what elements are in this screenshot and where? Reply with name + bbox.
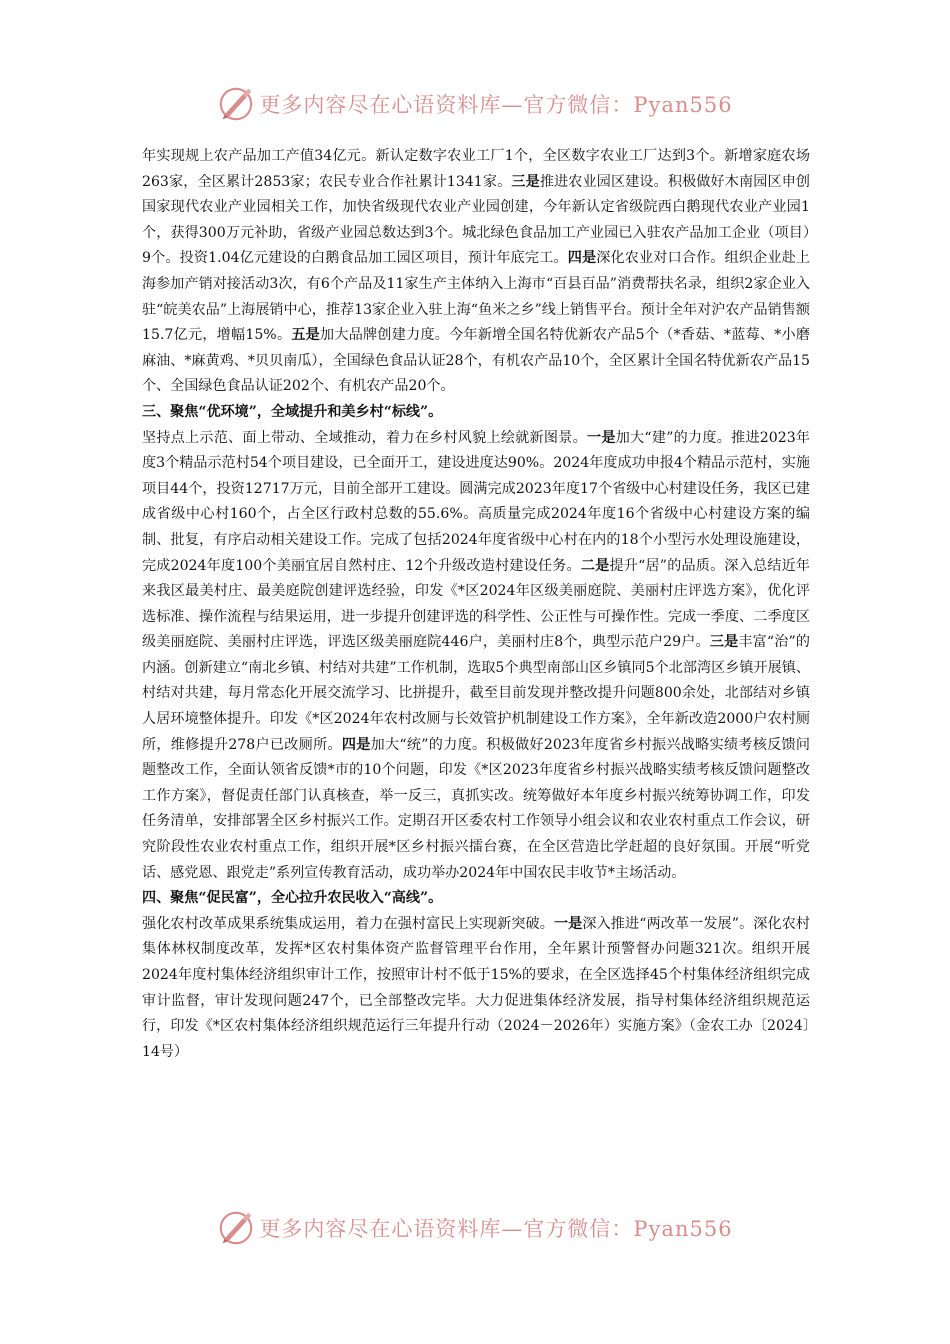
footer-watermark: [0, 1206, 950, 1250]
section-heading-environment: 三、聚焦“优环境”，全域提升和美乡村“标线”。: [142, 403, 443, 420]
paragraph-agri-processing: 年实现规上农产品加工产值34亿元。新认定数字农业工厂1个，全区数字农业工厂达到3个。新增家庭农场263家，全区累计2853家；农民专业合作社累计1341家。三是推进农业园区建设。积极做好木南园区申创国家现代农业产业园相关工作，加快省级现代农业产业园创建，今年新认定省级院西白鹅现代农业产业园1个，获得300万元补助，省级产业园总数达到3个。城北绿色食品加工产业园已入驻农产品加工企业（项目）9个。投资1.04亿元建设的白鹅食品加工园区项目，预计年底完工。四是深化农业对口合作。组织企业赴上海参加产销对接活动3次，有6个产品及11家生产主体纳入上海市“百县百品”消费帮扶名录，组织2家企业入驻“皖美农品”上海展销中心，推荐13家企业入驻上海“鱼米之乡”线上销售平台。预计全年对沪农产品销售额15.7亿元，增幅15%。五是加大品牌创建力度。今年新增全国名特优新农产品5个（*香菇、*蓝莓、*小磨麻油、*麻黄鸡、*贝贝南瓜），全国绿色食品认证28个，有机农产品10个，全区累计全国名特优新农产品15个、全国绿色食品认证202个、有机农产品20个。: [142, 148, 811, 395]
pen-logo-icon: [217, 85, 255, 123]
paragraph-income: 强化农村改革成果系统集成运用，着力在强村富民上实现新突破。一是深入推进“两改革一发展”。深化农村集体林权制度改革，发挥*区农村集体资产监督管理平台作用，全年累计预警督办问题321次。组织开展2024年度村集体经济组织审计工作，按照审计村不低于15%的要求，在全区选择45个村集体经济组织完成审计监督，审计发现问题247个，已全部整改完毕。大力促进集体经济发展，指导村集体经济组织规范运行，印发《*区农村集体经济组织规范运行三年提升行动（2024－2026年）实施方案》（金农工办〔2024〕14号）: [142, 915, 810, 1060]
pen-logo-icon: [217, 1209, 255, 1247]
header-watermark: [0, 82, 950, 126]
watermark-text: 更多内容尽在心语资料库—官方微信：Pyan556: [259, 93, 733, 117]
document-body: [142, 144, 810, 1065]
watermark-text: 更多内容尽在心语资料库—官方微信：Pyan556: [259, 1217, 733, 1241]
section-heading-income: 四、聚焦“促民富”，全心拉升农民收入“高线”。: [142, 890, 443, 907]
paragraph-environment: 坚持点上示范、面上带动、全域推动，着力在乡村风貌上绘就新图景。一是加大“建”的力度。推进2023年度3个精品示范村54个项目建设，已全面开工，建设进度达90%。2024年度成功申报4个精品示范村，实施项目44个，投资12717万元，目前全部开工建设。圆满完成2023年度17个省级中心村建设任务，我区已建成省级中心村160个，占全区行政村总数的55.6%。高质量完成2024年度16个省级中心村建设方案的编制、批复，有序启动相关建设工作。完成了包括2024年度省级中心村在内的18个小型污水处理设施建设，完成2024年度100个美丽宜居自然村庄、12个升级改造村建设任务。二是提升“居”的品质。深入总结近年来我区最美村庄、最美庭院创建评选经验，印发《*区2024年区级美丽庭院、美丽村庄评选方案》，优化评选标准、操作流程与结果运用，进一步提升创建评选的科学性、公正性与可操作性。完成一季度、二季度区级美丽庭院、美丽村庄评选，评选区级美丽庭院446户，美丽村庄8个，典型示范户29户。三是丰富“治”的内涵。创新建立“南北乡镇、村结对共建”工作机制，选取5个典型南部山区乡镇同5个北部湾区乡镇开展镇、村结对共建，每月常态化开展交流学习、比拼提升，截至目前发现并整改提升问题800余处，北部结对乡镇人居环境整体提升。印发《*区2024年农村改厕与长效管护机制建设工作方案》，全年新改造2000户农村厕所，维修提升278户已改厕所。四是加大“统”的力度。积极做好2023年度省乡村振兴战略实绩考核反馈问题整改工作，全面认领省反馈*市的10个问题，印发《*区2023年度省乡村振兴战略实绩考核反馈问题整改工作方案》，督促责任部门认真核查，举一反三，真抓实改。统筹做好本年度乡村振兴统筹协调工作，印发任务清单，安排部署全区乡村振兴工作。定期召开区委农村工作领导小组会议和农业农村重点工作会议，研究阶段性农业农村重点工作，组织开展*区乡村振兴擂台赛，在全区营造比学赶超的良好氛围。开展“听党话、感党恩、跟党走”系列宣传教育活动，成功举办2024年中国农民丰收节*主场活动。: [142, 429, 811, 881]
